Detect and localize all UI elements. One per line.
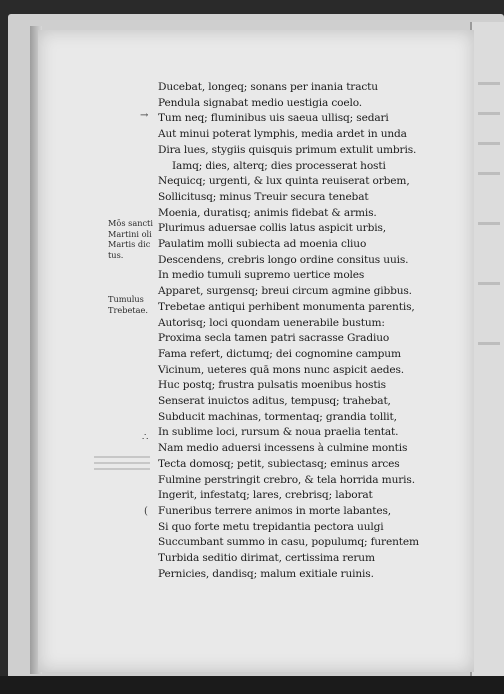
- right-page-edge: [470, 22, 504, 682]
- bleed-through-marks: [94, 452, 150, 482]
- bleed-through-line: [478, 142, 500, 145]
- bleed-through-line: [94, 462, 150, 464]
- bleed-through-line: [94, 468, 150, 470]
- bleed-through-line: [478, 222, 500, 225]
- arrow-mark-icon: →: [140, 110, 149, 121]
- verse-line: Autorisq; loci quondam uenerabile bustum:: [158, 316, 385, 329]
- bottom-shadow: [0, 676, 504, 694]
- verse-line: Senserat inuictos aditus, tempusq; trahebat,: [158, 395, 391, 408]
- verse-line: Iamq; dies, alterq; dies processerat hosti: [172, 159, 386, 172]
- verse-line: Moenia, duratisq; animis fidebat & armis.: [158, 206, 377, 219]
- margin-note-line: Martis dic: [108, 239, 151, 249]
- verse-line: Fulmine perstringit crebro, & tela horrida muris.: [158, 473, 415, 486]
- verse-line: Pernicies, dandisq; malum exitiale ruinis.: [158, 567, 374, 580]
- margin-note-line: tus.: [108, 249, 124, 260]
- margin-note-mons-martini: [108, 218, 154, 260]
- colon-mark-icon: ∴: [142, 432, 149, 443]
- margin-note-line: Trebetae.: [108, 304, 148, 315]
- bleed-through-line: [478, 112, 500, 115]
- margin-note-line: Mōs sancti: [108, 218, 153, 228]
- verse-line: Nequicq; urgenti, & lux quinta reuiserat orbem,: [158, 175, 410, 188]
- verse-line: Vicinum, ueteres quā mons nunc aspicit aedes.: [158, 363, 405, 376]
- bleed-through-line: [478, 82, 500, 85]
- margin-note-line: Tumulus: [108, 294, 144, 304]
- verse-line: Sollicitusq; minus Treuir secura tenebat: [158, 190, 369, 203]
- verse-line: Tecta domosq; petit, subiectasq; eminus arces: [158, 457, 400, 470]
- verse-line: Aut minui poterat lymphis, media ardet in unda: [158, 128, 407, 141]
- verse-line: Huc postq; frustra pulsatis moenibus hostis: [158, 379, 386, 392]
- bleed-through-line: [478, 172, 500, 175]
- margin-note-tumulus: [108, 294, 154, 315]
- verse-line: Pendula signabat medio uestigia coelo.: [158, 96, 362, 109]
- verse-line: Turbida seditio dirimat, certissima rerum: [158, 552, 375, 565]
- verse-line: Tum neq; fluminibus uis saeua ullisq; sedari: [158, 112, 389, 125]
- verse-line: In medio tumuli supremo uertice moles: [158, 269, 365, 282]
- verse-line: Funeribus terrere animos in morte labantes,: [158, 504, 391, 517]
- verse-line: Apparet, surgensq; breui circum agmine gibbus.: [158, 285, 412, 298]
- verse-line: Descendens, crebris longo ordine consitus uuis.: [158, 253, 409, 266]
- verse-line: Trebetae antiqui perhibent monumenta parentis,: [158, 300, 415, 313]
- bracket-mark-icon: (: [144, 506, 148, 517]
- verse-line: Plurimus aduersae collis latus aspicit urbis,: [158, 222, 386, 235]
- verse-line: Proxima secla tamen patri sacrasse Gradiuo: [158, 332, 390, 345]
- verse-line: Dira lues, stygiis quisquis primum extulit umbris.: [158, 143, 417, 156]
- bleed-through-line: [478, 342, 500, 345]
- verse-line: Ducebat, longeq; sonans per inania tractu: [158, 81, 378, 93]
- verse-line: Subducit machinas, tormentaq; grandia tollit,: [158, 410, 397, 423]
- bleed-through-line: [478, 282, 500, 285]
- margin-note-line: Martini oli: [108, 228, 152, 239]
- verse-text: [158, 80, 458, 583]
- verse-line: Nam medio aduersi incessens à culmine montis: [158, 442, 408, 455]
- bleed-through-line: [94, 456, 150, 458]
- verse-line: Ingerit, infestatq; lares, crebrisq; laborat: [158, 489, 373, 502]
- verse-line: Si quo forte metu trepidantia pectora uulgi: [158, 520, 384, 533]
- verse-line: Succumbant summo in casu, populumq; furentem: [158, 536, 419, 549]
- verse-line: Fama refert, dictumq; dei cognomine campum: [158, 347, 401, 360]
- verse-line: In sublime loci, rursum & noua praelia tentat.: [158, 426, 399, 439]
- verse-line: Paulatim molli subiecta ad moenia cliuo: [158, 238, 367, 251]
